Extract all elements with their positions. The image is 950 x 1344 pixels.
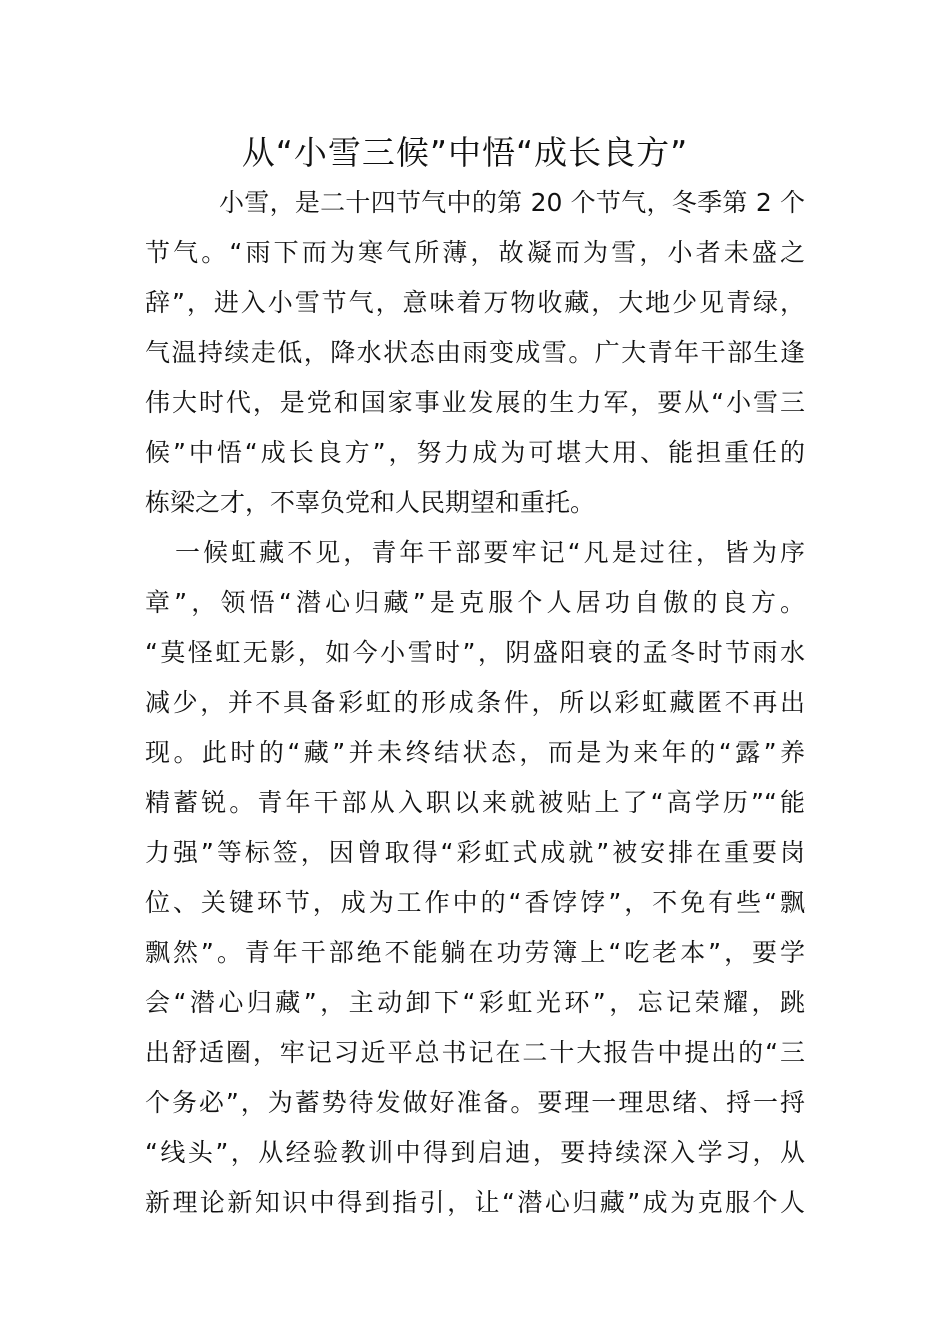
text-line: 伟大时代，是党和国家事业发展的生力军，要从“小雪三 [145, 388, 805, 417]
document-body [145, 178, 805, 1228]
text-line: 栋梁之才，不辜负党和人民期望和重托。 [145, 488, 596, 517]
text-line: 节气。“雨下而为寒气所薄，故凝而为雪，小者未盛之 [145, 238, 805, 267]
text-line: 减少，并不具备彩虹的形成条件，所以彩虹藏匿不再出 [145, 688, 805, 717]
text-line: 会“潜心归藏”，主动卸下“彩虹光环”，忘记荣耀，跳 [145, 988, 805, 1017]
text-line: 飘然”。青年干部绝不能躺在功劳簿上“吃老本”，要学 [145, 938, 805, 967]
text-line: 位、关键环节，成为工作中的“香饽饽”，不免有些“飘 [145, 888, 805, 917]
text-line: 气温持续走低，降水状态由雨变成雪。广大青年干部生逢 [145, 338, 805, 367]
text-line: “线头”，从经验教训中得到启迪，要持续深入学习，从 [145, 1138, 805, 1167]
text-line: “莫怪虹无影，如今小雪时”，阴盛阳衰的孟冬时节雨水 [145, 638, 805, 667]
paragraph-first-phase [145, 528, 805, 1228]
text-line: 章”，领悟“潜心归藏”是克服个人居功自傲的良方。 [145, 588, 805, 617]
text-line: 新理论新知识中得到指引，让“潜心归藏”成为克服个人 [145, 1188, 805, 1217]
text-line: 力强”等标签，因曾取得“彩虹式成就”被安排在重要岗 [145, 838, 805, 867]
document-title: 从“小雪三候”中悟“成长良方” [241, 133, 689, 172]
text-line: 精蓄锐。青年干部从入职以来就被贴上了“高学历”“能 [145, 788, 805, 817]
paragraph-intro [145, 178, 805, 528]
text-line: 辞”，进入小雪节气，意味着万物收藏，大地少见青绿， [145, 288, 805, 317]
text-line: 小雪，是二十四节气中的第 20 个节气，冬季第 2 个 [219, 188, 805, 217]
text-line: 候”中悟“成长良方”，努力成为可堪大用、能担重任的 [145, 438, 805, 467]
text-line: 一候虹藏不见，青年干部要牢记“凡是过往，皆为序 [175, 538, 805, 567]
text-line: 个务必”，为蓄势待发做好准备。要理一理思绪、捋一捋 [145, 1088, 805, 1117]
text-line: 出舒适圈，牢记习近平总书记在二十大报告中提出的“三 [145, 1038, 805, 1067]
text-line: 现。此时的“藏”并未终结状态，而是为来年的“露”养 [145, 738, 805, 767]
